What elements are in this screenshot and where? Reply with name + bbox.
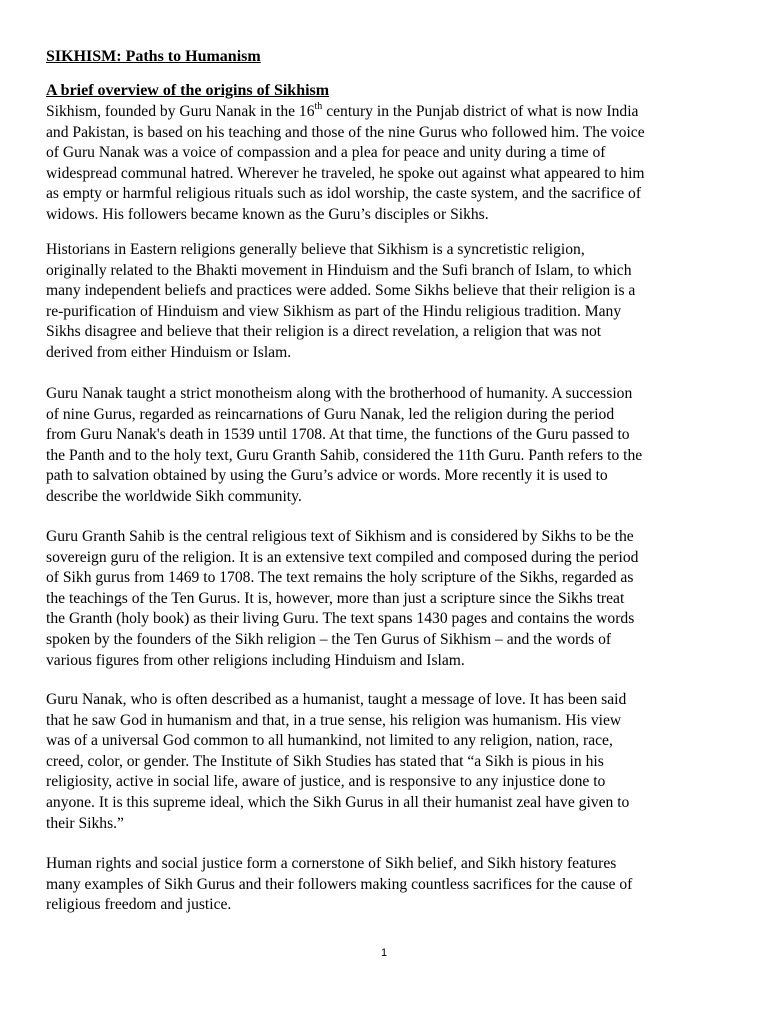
paragraph-line: religiosity, active in social life, aware of justice, and is responsive to any injustice done to — [46, 773, 606, 791]
paragraph-human-rights — [46, 854, 726, 916]
paragraph-line: widespread communal hatred. Wherever he traveled, he spoke out against what appeared to him — [46, 164, 645, 182]
paragraph-line: Guru Granth Sahib is the central religious text of Sikhism and is considered by Sikhs to be the — [46, 528, 634, 545]
document-title: SIKHISM: Paths to Humanism — [46, 48, 261, 65]
paragraph-line: derived from either Hinduism or Islam. — [46, 343, 292, 361]
paragraph-line: many independent beliefs and practices were added. Some Sikhs believe that their religion is a — [46, 282, 636, 300]
paragraph-line: widows. His followers became known as the Guru’s disciples or Sikhs. — [46, 205, 489, 223]
page-number: 1 — [380, 947, 388, 959]
paragraph-line: the teachings of the Ten Gurus. It is, however, more than just a scripture since the Sikhs treat — [46, 589, 625, 607]
paragraph-line: anyone. It is this supreme ideal, which the Sikh Gurus in all their humanist zeal have given to — [46, 793, 630, 811]
paragraph-line: path to salvation obtained by using the Guru’s advice or words. More recently it is used to — [46, 467, 608, 485]
paragraph-line: was of a universal God common to all humankind, not limited to any religion, nation, race, — [46, 732, 613, 750]
paragraph-line: Sikhism, founded by Guru Nanak in the 16th century in the Punjab district of what is now India — [46, 101, 639, 120]
paragraph-line: re-purification of Hinduism and view Sikhism as part of the Hindu religious tradition. Many — [46, 302, 622, 320]
paragraph-line: of Guru Nanak was a voice of compassion and a plea for peace and unity during a time of — [46, 144, 606, 162]
paragraph-line: the Granth (holy book) as their living Guru. The text spans 1430 pages and contains the words — [46, 610, 635, 628]
superscript-ordinal: th — [314, 101, 323, 112]
paragraph-line: creed, color, or gender. The Institute of Sikh Studies has stated that “a Sikh is pious in his — [46, 752, 604, 770]
paragraph-line: Guru Nanak, who is often described as a humanist, taught a message of love. It has been said — [46, 691, 627, 708]
paragraph-monotheism — [46, 384, 726, 508]
paragraph-line: various figures from other religions including Hinduism and Islam. — [46, 651, 465, 669]
paragraph-line: of Sikh gurus from 1469 to 1708. The text remains the holy scripture of the Sikhs, regarded as — [46, 569, 634, 587]
paragraph-origins — [46, 102, 726, 226]
paragraph-line: sovereign guru of the religion. It is an extensive text compiled and composed during the period — [46, 548, 639, 566]
paragraph-granth-sahib — [46, 527, 726, 671]
paragraph-line: of nine Gurus, regarded as reincarnations of Guru Nanak, led the religion during the period — [46, 405, 615, 423]
paragraph-line: originally related to the Bhakti movement in Hinduism and the Sufi branch of Islam, to which — [46, 261, 632, 279]
paragraph-line: Historians in Eastern religions generally believe that Sikhism is a syncretistic religion, — [46, 241, 585, 258]
paragraph-line: the Panth and to the holy text, Guru Granth Sahib, considered the 11th Guru. Panth refers to the — [46, 446, 643, 464]
paragraph-line: and Pakistan, is based on his teaching and those of the nine Gurus who followed him. The voice — [46, 123, 645, 141]
paragraph-line: Sikhs disagree and believe that their religion is a direct revelation, a religion that was not — [46, 323, 602, 341]
paragraph-line: religious freedom and justice. — [46, 896, 232, 914]
paragraph-line: from Guru Nanak's death in 1539 until 1708. At that time, the functions of the Guru passed to — [46, 426, 630, 444]
paragraph-line: describe the worldwide Sikh community. — [46, 487, 302, 505]
paragraph-line: many examples of Sikh Gurus and their followers making countless sacrifices for the cause of — [46, 875, 633, 893]
paragraph-line: spoken by the founders of the Sikh religion – the Ten Gurus of Sikhism – and the words of — [46, 630, 612, 648]
paragraph-line: their Sikhs.” — [46, 814, 124, 832]
section-heading: A brief overview of the origins of Sikhism — [46, 82, 330, 99]
paragraph-line: Guru Nanak taught a strict monotheism along with the brotherhood of humanity. A succession — [46, 385, 633, 402]
paragraph-historians — [46, 240, 726, 364]
paragraph-humanism — [46, 690, 726, 834]
paragraph-line: as empty or harmful religious rituals such as idol worship, the caste system, and the sacrifice of — [46, 185, 642, 203]
paragraph-line: that he saw God in humanism and that, in a true sense, his religion was humanism. His view — [46, 711, 622, 729]
paragraph-line: Human rights and social justice form a cornerstone of Sikh belief, and Sikh history features — [46, 855, 617, 872]
